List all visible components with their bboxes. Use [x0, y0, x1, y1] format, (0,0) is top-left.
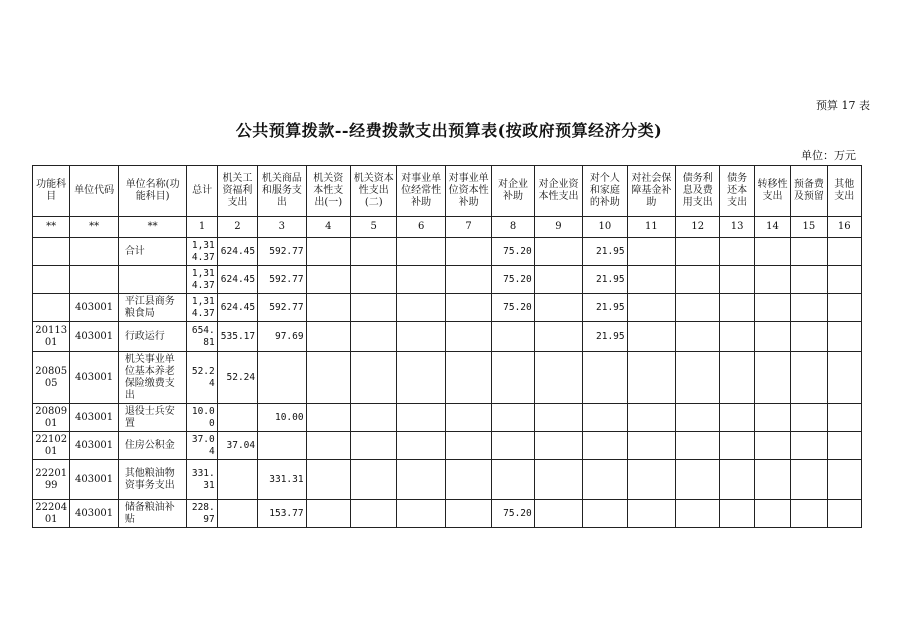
cell-c11	[627, 352, 675, 404]
cell-c14	[754, 238, 790, 266]
cell-c5	[351, 404, 397, 432]
cell-c15	[791, 432, 827, 460]
cell-total: 331.31	[187, 460, 217, 500]
cell-c5	[351, 500, 397, 528]
column-index: 15	[791, 217, 827, 238]
cell-c2: 535.17	[217, 322, 257, 352]
cell-c16	[827, 294, 862, 322]
column-header: 预备费及预留	[791, 166, 827, 217]
cell-c4	[306, 460, 350, 500]
cell-c10	[583, 404, 627, 432]
cell-c3: 97.69	[258, 322, 306, 352]
column-header: 单位名称(功能科目)	[118, 166, 187, 217]
cell-c12	[676, 238, 720, 266]
cell-c2	[217, 500, 257, 528]
cell-c3: 592.77	[258, 294, 306, 322]
cell-c12	[676, 294, 720, 322]
cell-code: 403001	[70, 322, 118, 352]
table-row	[33, 322, 862, 352]
cell-c4	[306, 322, 350, 352]
cell-c6	[397, 460, 445, 500]
cell-total: 654.81	[187, 322, 217, 352]
cell-c14	[754, 460, 790, 500]
cell-c5	[351, 238, 397, 266]
unit-label: 单位：万元	[801, 149, 856, 162]
column-header: 对事业单位资本性补助	[445, 166, 491, 217]
cell-name: 行政运行	[118, 322, 187, 352]
index-row	[33, 217, 862, 238]
cell-c9	[534, 322, 582, 352]
table-row	[33, 238, 862, 266]
cell-c14	[754, 266, 790, 294]
page-title: 公共预算拨款--经费拨款支出预算表(按政府预算经济分类)	[235, 121, 663, 140]
cell-code: 403001	[70, 352, 118, 404]
cell-c4	[306, 500, 350, 528]
cell-func: 2210201	[33, 432, 70, 460]
cell-c16	[827, 404, 862, 432]
cell-c13	[720, 500, 754, 528]
cell-c16	[827, 460, 862, 500]
cell-c3: 592.77	[258, 266, 306, 294]
cell-c13	[720, 238, 754, 266]
cell-c8: 75.20	[492, 266, 534, 294]
cell-c12	[676, 266, 720, 294]
cell-c6	[397, 500, 445, 528]
column-header: 机关资本性支出(二)	[351, 166, 397, 217]
cell-name: 合计	[118, 238, 187, 266]
cell-code: 403001	[70, 500, 118, 528]
cell-c10	[583, 500, 627, 528]
cell-c6	[397, 294, 445, 322]
cell-c7	[445, 294, 491, 322]
column-index: 3	[258, 217, 306, 238]
cell-c12	[676, 352, 720, 404]
cell-c12	[676, 500, 720, 528]
column-header: 功能科目	[33, 166, 70, 217]
cell-code	[70, 266, 118, 294]
cell-c10: 21.95	[583, 238, 627, 266]
cell-func: 2011301	[33, 322, 70, 352]
cell-c8	[492, 322, 534, 352]
cell-func: 2080901	[33, 404, 70, 432]
header-row	[33, 166, 862, 217]
column-index: 4	[306, 217, 350, 238]
cell-c15	[791, 266, 827, 294]
table-row	[33, 432, 862, 460]
cell-total: 1,314.37	[187, 238, 217, 266]
cell-name	[118, 266, 187, 294]
cell-c8	[492, 352, 534, 404]
cell-name: 机关事业单位基本养老保险缴费支出	[118, 352, 187, 404]
cell-c9	[534, 238, 582, 266]
cell-func: 2220401	[33, 500, 70, 528]
cell-code: 403001	[70, 294, 118, 322]
cell-c9	[534, 294, 582, 322]
cell-c11	[627, 322, 675, 352]
cell-c4	[306, 352, 350, 404]
cell-name: 平江县商务粮食局	[118, 294, 187, 322]
cell-c9	[534, 432, 582, 460]
column-index: 8	[492, 217, 534, 238]
cell-c5	[351, 432, 397, 460]
cell-total: 1,314.37	[187, 294, 217, 322]
column-header: 对个人和家庭的补助	[583, 166, 627, 217]
column-header: 对社会保障基金补助	[627, 166, 675, 217]
cell-c8: 75.20	[492, 500, 534, 528]
cell-c11	[627, 404, 675, 432]
cell-c4	[306, 266, 350, 294]
cell-c7	[445, 500, 491, 528]
column-index: 16	[827, 217, 862, 238]
cell-c8	[492, 432, 534, 460]
cell-c15	[791, 352, 827, 404]
cell-c11	[627, 294, 675, 322]
column-header: 总计	[187, 166, 217, 217]
column-index: 9	[534, 217, 582, 238]
cell-c16	[827, 322, 862, 352]
table-row	[33, 404, 862, 432]
column-index: 5	[351, 217, 397, 238]
table-row	[33, 500, 862, 528]
cell-c9	[534, 352, 582, 404]
column-header: 对企业补助	[492, 166, 534, 217]
cell-c11	[627, 432, 675, 460]
cell-c16	[827, 500, 862, 528]
cell-c7	[445, 404, 491, 432]
column-index: **	[118, 217, 187, 238]
cell-c8: 75.20	[492, 238, 534, 266]
cell-c15	[791, 238, 827, 266]
cell-total: 37.04	[187, 432, 217, 460]
cell-c14	[754, 500, 790, 528]
cell-c2	[217, 404, 257, 432]
cell-c12	[676, 322, 720, 352]
cell-name: 储备粮油补贴	[118, 500, 187, 528]
cell-c13	[720, 432, 754, 460]
cell-c10	[583, 460, 627, 500]
cell-c5	[351, 460, 397, 500]
column-index: 12	[676, 217, 720, 238]
cell-c5	[351, 266, 397, 294]
cell-c5	[351, 322, 397, 352]
cell-c6	[397, 266, 445, 294]
cell-c15	[791, 460, 827, 500]
column-index: 6	[397, 217, 445, 238]
cell-c7	[445, 432, 491, 460]
cell-c11	[627, 238, 675, 266]
column-index: 14	[754, 217, 790, 238]
cell-total: 1,314.37	[187, 266, 217, 294]
column-header: 债务还本支出	[720, 166, 754, 217]
cell-c15	[791, 404, 827, 432]
cell-c8: 75.20	[492, 294, 534, 322]
cell-total: 228.97	[187, 500, 217, 528]
cell-total: 52.24	[187, 352, 217, 404]
column-index: **	[70, 217, 118, 238]
cell-c2: 37.04	[217, 432, 257, 460]
cell-c2: 624.45	[217, 238, 257, 266]
cell-code: 403001	[70, 404, 118, 432]
column-index: 2	[217, 217, 257, 238]
cell-name: 其他粮油物资事务支出	[118, 460, 187, 500]
cell-c9	[534, 460, 582, 500]
cell-c16	[827, 432, 862, 460]
cell-c6	[397, 322, 445, 352]
cell-code	[70, 238, 118, 266]
cell-c7	[445, 460, 491, 500]
cell-c3: 331.31	[258, 460, 306, 500]
cell-c12	[676, 460, 720, 500]
cell-c14	[754, 322, 790, 352]
cell-c6	[397, 352, 445, 404]
cell-c13	[720, 352, 754, 404]
cell-c4	[306, 432, 350, 460]
cell-c2	[217, 460, 257, 500]
cell-c7	[445, 266, 491, 294]
cell-name: 住房公积金	[118, 432, 187, 460]
cell-c12	[676, 404, 720, 432]
cell-c9	[534, 500, 582, 528]
cell-c11	[627, 266, 675, 294]
cell-c15	[791, 500, 827, 528]
cell-c6	[397, 404, 445, 432]
column-header: 对事业单位经常性补助	[397, 166, 445, 217]
column-index: 11	[627, 217, 675, 238]
cell-c16	[827, 352, 862, 404]
cell-c16	[827, 266, 862, 294]
cell-c2: 624.45	[217, 294, 257, 322]
column-header: 转移性支出	[754, 166, 790, 217]
table-body	[33, 238, 862, 528]
cell-c10	[583, 432, 627, 460]
cell-func: 2220199	[33, 460, 70, 500]
cell-c11	[627, 460, 675, 500]
cell-c4	[306, 294, 350, 322]
cell-c7	[445, 238, 491, 266]
cell-c3	[258, 352, 306, 404]
column-header: 对企业资本性支出	[534, 166, 582, 217]
cell-func	[33, 238, 70, 266]
cell-c5	[351, 294, 397, 322]
cell-c14	[754, 294, 790, 322]
cell-c10	[583, 352, 627, 404]
cell-c13	[720, 294, 754, 322]
cell-c3: 153.77	[258, 500, 306, 528]
cell-name: 退役士兵安置	[118, 404, 187, 432]
cell-c10: 21.95	[583, 322, 627, 352]
column-index: 1	[187, 217, 217, 238]
page-number: 预算 17 表	[816, 99, 870, 112]
cell-c7	[445, 322, 491, 352]
cell-c3: 10.00	[258, 404, 306, 432]
cell-c15	[791, 294, 827, 322]
table-row	[33, 352, 862, 404]
column-header: 机关资本性支出(一)	[306, 166, 350, 217]
cell-c13	[720, 266, 754, 294]
budget-table	[32, 165, 862, 528]
cell-c8	[492, 404, 534, 432]
cell-c14	[754, 432, 790, 460]
cell-c14	[754, 404, 790, 432]
column-index: 13	[720, 217, 754, 238]
cell-code: 403001	[70, 460, 118, 500]
cell-c14	[754, 352, 790, 404]
cell-code: 403001	[70, 432, 118, 460]
cell-c2: 52.24	[217, 352, 257, 404]
cell-func: 2080505	[33, 352, 70, 404]
column-header: 单位代码	[70, 166, 118, 217]
cell-c11	[627, 500, 675, 528]
cell-c3: 592.77	[258, 238, 306, 266]
cell-c10: 21.95	[583, 294, 627, 322]
column-header: 机关工资福利支出	[217, 166, 257, 217]
column-index: **	[33, 217, 70, 238]
cell-c3	[258, 432, 306, 460]
cell-c6	[397, 238, 445, 266]
cell-c6	[397, 432, 445, 460]
cell-c16	[827, 238, 862, 266]
cell-c8	[492, 460, 534, 500]
cell-c9	[534, 266, 582, 294]
table-row	[33, 266, 862, 294]
cell-c4	[306, 238, 350, 266]
column-index: 10	[583, 217, 627, 238]
cell-c9	[534, 404, 582, 432]
cell-total: 10.00	[187, 404, 217, 432]
cell-c7	[445, 352, 491, 404]
column-header: 机关商品和服务支出	[258, 166, 306, 217]
table-row	[33, 460, 862, 500]
cell-c5	[351, 352, 397, 404]
cell-c2: 624.45	[217, 266, 257, 294]
cell-c15	[791, 322, 827, 352]
cell-func	[33, 266, 70, 294]
cell-c4	[306, 404, 350, 432]
cell-c13	[720, 322, 754, 352]
cell-c12	[676, 432, 720, 460]
column-header: 其他支出	[827, 166, 862, 217]
column-index: 7	[445, 217, 491, 238]
cell-c13	[720, 460, 754, 500]
column-header: 债务利息及费用支出	[676, 166, 720, 217]
cell-func	[33, 294, 70, 322]
cell-c13	[720, 404, 754, 432]
cell-c10: 21.95	[583, 266, 627, 294]
table-row	[33, 294, 862, 322]
